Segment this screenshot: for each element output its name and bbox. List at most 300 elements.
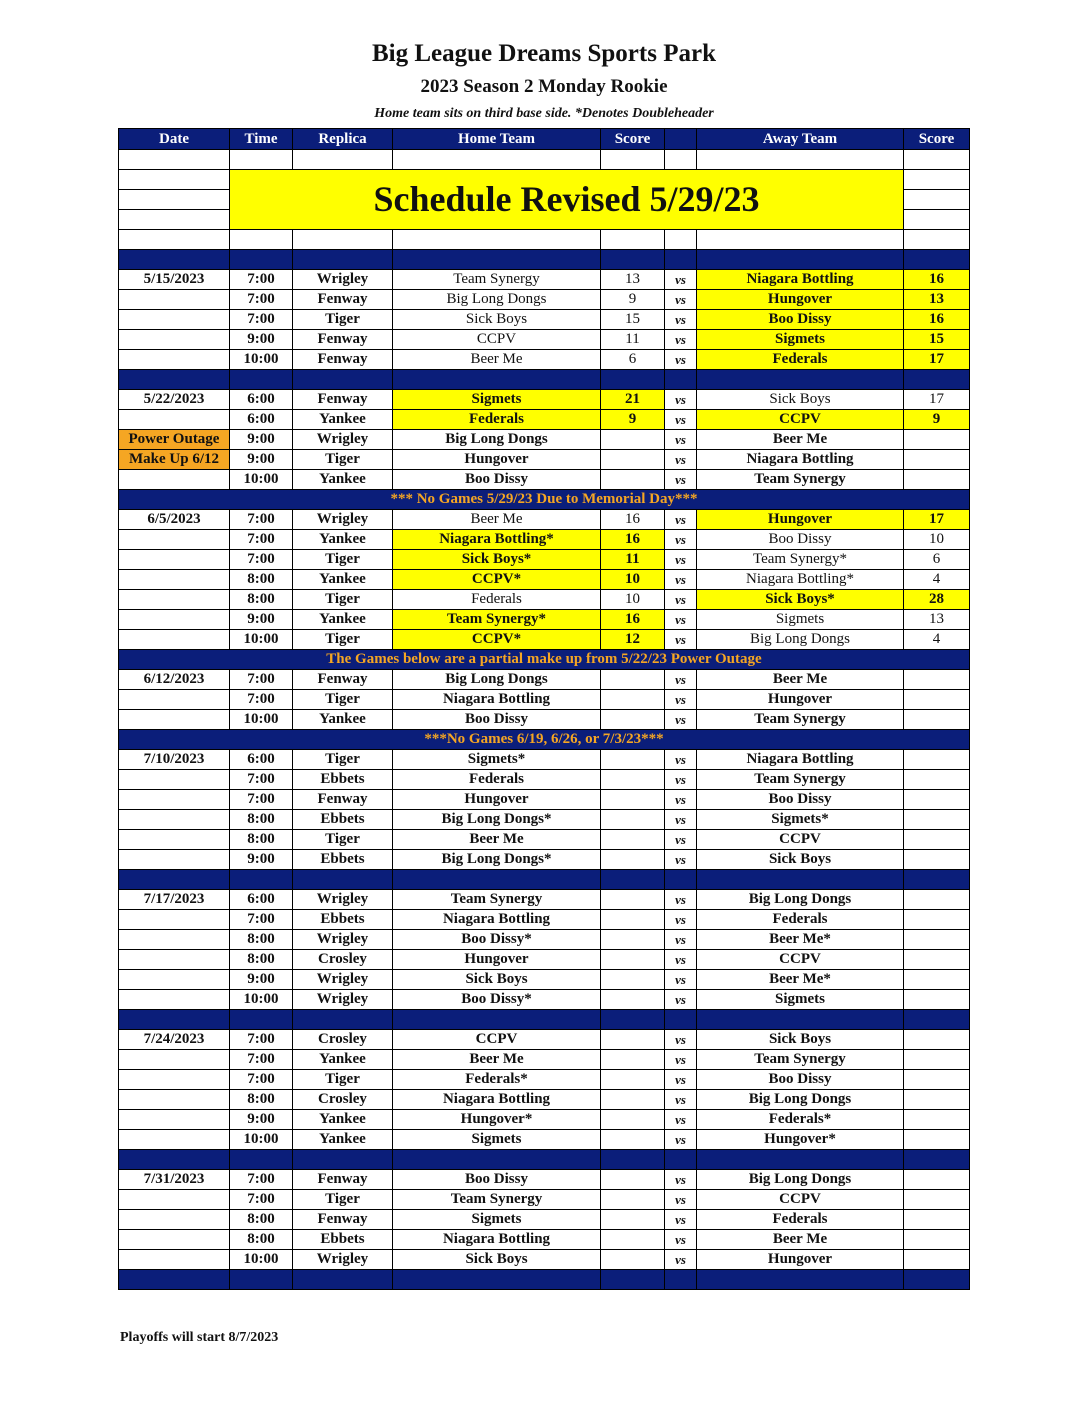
vs-cell: vs bbox=[665, 430, 697, 450]
separator-cell bbox=[293, 1270, 393, 1290]
separator-cell bbox=[904, 250, 970, 270]
date-cell: Power Outage bbox=[119, 430, 230, 450]
away-team-cell: CCPV bbox=[697, 830, 904, 850]
vs-cell: vs bbox=[665, 610, 697, 630]
replica-cell: Fenway bbox=[293, 290, 393, 310]
home-score-cell: 15 bbox=[601, 310, 665, 330]
away-team-cell: Niagara Bottling bbox=[697, 750, 904, 770]
time-cell: 7:00 bbox=[230, 310, 293, 330]
separator-cell bbox=[665, 870, 697, 890]
date-cell bbox=[119, 990, 230, 1010]
header-note: Home team sits on third base side. *Denotes Doubleheader bbox=[374, 106, 714, 121]
game-row bbox=[119, 270, 970, 290]
game-row bbox=[119, 1190, 970, 1210]
home-score-cell bbox=[601, 690, 665, 710]
time-cell: 10:00 bbox=[230, 1130, 293, 1150]
date-cell bbox=[119, 290, 230, 310]
away-score-cell: 17 bbox=[904, 350, 970, 370]
home-team-cell: Federals bbox=[393, 590, 601, 610]
date-cell bbox=[119, 1050, 230, 1070]
replica-cell: Tiger bbox=[293, 550, 393, 570]
away-score-cell: 4 bbox=[904, 570, 970, 590]
home-team-cell: Boo Dissy bbox=[393, 470, 601, 490]
time-cell: 7:00 bbox=[230, 1070, 293, 1090]
replica-cell: Tiger bbox=[293, 1070, 393, 1090]
replica-cell: Crosley bbox=[293, 1030, 393, 1050]
replica-cell: Fenway bbox=[293, 390, 393, 410]
vs-cell: vs bbox=[665, 590, 697, 610]
home-score-cell: 6 bbox=[601, 350, 665, 370]
home-score-cell bbox=[601, 1170, 665, 1190]
away-score-cell bbox=[904, 810, 970, 830]
home-score-cell bbox=[601, 810, 665, 830]
game-row bbox=[119, 850, 970, 870]
away-team-cell: Sigmets bbox=[697, 610, 904, 630]
col-header-replica: Replica bbox=[293, 129, 393, 150]
home-score-cell bbox=[601, 1190, 665, 1210]
home-team-cell: Federals* bbox=[393, 1070, 601, 1090]
game-row bbox=[119, 930, 970, 950]
date-cell bbox=[119, 1090, 230, 1110]
home-score-cell: 9 bbox=[601, 290, 665, 310]
away-score-cell bbox=[904, 1230, 970, 1250]
vs-cell: vs bbox=[665, 1250, 697, 1270]
date-cell: 6/12/2023 bbox=[119, 670, 230, 690]
away-team-cell: Beer Me* bbox=[697, 970, 904, 990]
home-score-cell bbox=[601, 750, 665, 770]
replica-cell: Tiger bbox=[293, 590, 393, 610]
time-cell: 7:00 bbox=[230, 1170, 293, 1190]
vs-cell: vs bbox=[665, 850, 697, 870]
away-team-cell: Team Synergy bbox=[697, 1050, 904, 1070]
replica-cell: Yankee bbox=[293, 1130, 393, 1150]
home-score-cell: 10 bbox=[601, 590, 665, 610]
replica-cell: Wrigley bbox=[293, 970, 393, 990]
home-team-cell: Big Long Dongs bbox=[393, 290, 601, 310]
away-score-cell: 16 bbox=[904, 270, 970, 290]
game-row bbox=[119, 390, 970, 410]
away-team-cell: Beer Me bbox=[697, 670, 904, 690]
game-row bbox=[119, 1210, 970, 1230]
page-title: Big League Dreams Sports Park bbox=[372, 40, 716, 67]
game-row bbox=[119, 970, 970, 990]
away-score-cell bbox=[904, 1090, 970, 1110]
away-team-cell: Sigmets bbox=[697, 990, 904, 1010]
separator-cell bbox=[119, 1150, 230, 1170]
time-cell: 8:00 bbox=[230, 570, 293, 590]
home-score-cell bbox=[601, 850, 665, 870]
separator-cell bbox=[665, 250, 697, 270]
time-cell: 7:00 bbox=[230, 290, 293, 310]
away-team-cell: Sick Boys* bbox=[697, 590, 904, 610]
replica-cell: Tiger bbox=[293, 690, 393, 710]
vs-cell: vs bbox=[665, 510, 697, 530]
separator-cell bbox=[119, 1010, 230, 1030]
game-row bbox=[119, 710, 970, 730]
date-cell bbox=[119, 770, 230, 790]
separator-cell bbox=[601, 870, 665, 890]
home-score-cell bbox=[601, 970, 665, 990]
home-score-cell bbox=[601, 430, 665, 450]
game-row bbox=[119, 1070, 970, 1090]
away-team-cell: Beer Me* bbox=[697, 930, 904, 950]
date-cell bbox=[119, 970, 230, 990]
away-team-cell: Niagara Bottling bbox=[697, 270, 904, 290]
away-score-cell bbox=[904, 710, 970, 730]
home-score-cell bbox=[601, 790, 665, 810]
date-cell bbox=[119, 590, 230, 610]
time-cell: 7:00 bbox=[230, 770, 293, 790]
game-row bbox=[119, 410, 970, 430]
home-team-cell: CCPV* bbox=[393, 630, 601, 650]
separator-cell bbox=[230, 370, 293, 390]
time-cell: 7:00 bbox=[230, 910, 293, 930]
separator-cell bbox=[119, 250, 230, 270]
away-team-cell: CCPV bbox=[697, 1190, 904, 1210]
away-score-cell bbox=[904, 950, 970, 970]
col-header-away-team: Away Team bbox=[697, 129, 904, 150]
home-score-cell: 11 bbox=[601, 330, 665, 350]
game-row bbox=[119, 910, 970, 930]
home-team-cell: Beer Me bbox=[393, 830, 601, 850]
playoffs-note: Playoffs will start 8/7/2023 bbox=[120, 1330, 279, 1345]
away-score-cell bbox=[904, 1030, 970, 1050]
home-score-cell: 10 bbox=[601, 570, 665, 590]
vs-cell: vs bbox=[665, 1230, 697, 1250]
separator-cell bbox=[904, 370, 970, 390]
date-cell bbox=[119, 1130, 230, 1150]
home-team-cell: Big Long Dongs* bbox=[393, 850, 601, 870]
time-cell: 9:00 bbox=[230, 970, 293, 990]
away-score-cell bbox=[904, 690, 970, 710]
away-score-cell bbox=[904, 750, 970, 770]
vs-cell: vs bbox=[665, 1050, 697, 1070]
home-team-cell: Sigmets bbox=[393, 390, 601, 410]
separator-cell bbox=[393, 1270, 601, 1290]
vs-cell: vs bbox=[665, 1110, 697, 1130]
separator-cell bbox=[230, 250, 293, 270]
replica-cell: Wrigley bbox=[293, 890, 393, 910]
away-score-cell bbox=[904, 830, 970, 850]
time-cell: 7:00 bbox=[230, 1190, 293, 1210]
home-team-cell: Sigmets* bbox=[393, 750, 601, 770]
away-team-cell: CCPV bbox=[697, 410, 904, 430]
time-cell: 10:00 bbox=[230, 350, 293, 370]
away-team-cell: Team Synergy* bbox=[697, 550, 904, 570]
home-score-cell: 21 bbox=[601, 390, 665, 410]
page-subtitle: 2023 Season 2 Monday Rookie bbox=[420, 76, 668, 97]
notice-row bbox=[119, 650, 970, 670]
away-score-cell: 28 bbox=[904, 590, 970, 610]
time-cell: 8:00 bbox=[230, 830, 293, 850]
vs-cell: vs bbox=[665, 1170, 697, 1190]
separator-cell bbox=[601, 250, 665, 270]
date-cell bbox=[119, 550, 230, 570]
time-cell: 10:00 bbox=[230, 710, 293, 730]
home-score-cell bbox=[601, 830, 665, 850]
separator-cell bbox=[697, 370, 904, 390]
separator-cell bbox=[697, 870, 904, 890]
notice-row bbox=[119, 490, 970, 510]
away-team-cell: Hungover* bbox=[697, 1130, 904, 1150]
home-team-cell: Federals bbox=[393, 770, 601, 790]
vs-cell: vs bbox=[665, 930, 697, 950]
home-team-cell: Sigmets bbox=[393, 1130, 601, 1150]
replica-cell: Tiger bbox=[293, 630, 393, 650]
separator-cell bbox=[230, 1270, 293, 1290]
away-score-cell: 13 bbox=[904, 610, 970, 630]
time-cell: 8:00 bbox=[230, 1210, 293, 1230]
banner-row bbox=[119, 170, 970, 190]
date-cell bbox=[119, 410, 230, 430]
date-cell bbox=[119, 1230, 230, 1250]
home-score-cell bbox=[601, 930, 665, 950]
replica-cell: Ebbets bbox=[293, 1230, 393, 1250]
vs-cell: vs bbox=[665, 690, 697, 710]
date-cell: 7/10/2023 bbox=[119, 750, 230, 770]
time-cell: 7:00 bbox=[230, 1030, 293, 1050]
away-team-cell: Niagara Bottling bbox=[697, 450, 904, 470]
away-score-cell bbox=[904, 450, 970, 470]
away-team-cell: Team Synergy bbox=[697, 470, 904, 490]
date-cell bbox=[119, 850, 230, 870]
home-team-cell: Hungover bbox=[393, 790, 601, 810]
away-score-cell bbox=[904, 670, 970, 690]
game-row bbox=[119, 950, 970, 970]
home-team-cell: Beer Me bbox=[393, 510, 601, 530]
time-cell: 6:00 bbox=[230, 410, 293, 430]
away-score-cell bbox=[904, 1070, 970, 1090]
home-score-cell bbox=[601, 1230, 665, 1250]
time-cell: 7:00 bbox=[230, 530, 293, 550]
separator-cell bbox=[119, 1270, 230, 1290]
date-cell bbox=[119, 710, 230, 730]
separator-cell bbox=[393, 1010, 601, 1030]
time-cell: 9:00 bbox=[230, 610, 293, 630]
home-team-cell: Sigmets bbox=[393, 1210, 601, 1230]
separator-cell bbox=[393, 370, 601, 390]
away-team-cell: Hungover bbox=[697, 290, 904, 310]
home-score-cell: 13 bbox=[601, 270, 665, 290]
away-score-cell bbox=[904, 930, 970, 950]
separator-row bbox=[119, 1150, 970, 1170]
home-team-cell: Sick Boys bbox=[393, 1250, 601, 1270]
separator-row bbox=[119, 250, 970, 270]
vs-cell: vs bbox=[665, 1210, 697, 1230]
separator-cell bbox=[904, 1150, 970, 1170]
replica-cell: Ebbets bbox=[293, 810, 393, 830]
vs-cell: vs bbox=[665, 410, 697, 430]
time-cell: 8:00 bbox=[230, 1230, 293, 1250]
date-cell: 7/24/2023 bbox=[119, 1030, 230, 1050]
date-cell: 6/5/2023 bbox=[119, 510, 230, 530]
vs-cell: vs bbox=[665, 350, 697, 370]
home-team-cell: Big Long Dongs bbox=[393, 430, 601, 450]
date-cell bbox=[119, 830, 230, 850]
home-team-cell: Beer Me bbox=[393, 1050, 601, 1070]
time-cell: 7:00 bbox=[230, 790, 293, 810]
separator-cell bbox=[119, 870, 230, 890]
separator-row bbox=[119, 1270, 970, 1290]
away-team-cell: Boo Dissy bbox=[697, 1070, 904, 1090]
home-score-cell: 9 bbox=[601, 410, 665, 430]
replica-cell: Tiger bbox=[293, 750, 393, 770]
separator-cell bbox=[601, 370, 665, 390]
separator-cell bbox=[393, 870, 601, 890]
replica-cell: Ebbets bbox=[293, 850, 393, 870]
separator-cell bbox=[393, 250, 601, 270]
vs-cell: vs bbox=[665, 630, 697, 650]
vs-cell: vs bbox=[665, 270, 697, 290]
home-team-cell: Big Long Dongs bbox=[393, 670, 601, 690]
home-score-cell bbox=[601, 1090, 665, 1110]
vs-cell: vs bbox=[665, 990, 697, 1010]
separator-row bbox=[119, 370, 970, 390]
game-row bbox=[119, 610, 970, 630]
separator-cell bbox=[601, 1270, 665, 1290]
away-team-cell: Sick Boys bbox=[697, 390, 904, 410]
away-team-cell: Beer Me bbox=[697, 1230, 904, 1250]
replica-cell: Yankee bbox=[293, 610, 393, 630]
notice-row bbox=[119, 730, 970, 750]
separator-cell bbox=[665, 1150, 697, 1170]
time-cell: 7:00 bbox=[230, 270, 293, 290]
vs-cell: vs bbox=[665, 810, 697, 830]
replica-cell: Yankee bbox=[293, 710, 393, 730]
time-cell: 8:00 bbox=[230, 590, 293, 610]
replica-cell: Yankee bbox=[293, 570, 393, 590]
away-team-cell: Hungover bbox=[697, 1250, 904, 1270]
time-cell: 10:00 bbox=[230, 630, 293, 650]
separator-cell bbox=[293, 370, 393, 390]
separator-cell bbox=[665, 1010, 697, 1030]
replica-cell: Wrigley bbox=[293, 510, 393, 530]
home-score-cell: 12 bbox=[601, 630, 665, 650]
game-row bbox=[119, 670, 970, 690]
away-team-cell: Sick Boys bbox=[697, 1030, 904, 1050]
notice-text: *** No Games 5/29/23 Due to Memorial Day*** bbox=[119, 490, 970, 510]
vs-cell: vs bbox=[665, 310, 697, 330]
date-cell: 5/22/2023 bbox=[119, 390, 230, 410]
replica-cell: Tiger bbox=[293, 450, 393, 470]
time-cell: 7:00 bbox=[230, 510, 293, 530]
replica-cell: Fenway bbox=[293, 790, 393, 810]
game-row bbox=[119, 1250, 970, 1270]
replica-cell: Yankee bbox=[293, 530, 393, 550]
home-team-cell: Hungover* bbox=[393, 1110, 601, 1130]
game-row bbox=[119, 1170, 970, 1190]
vs-cell: vs bbox=[665, 530, 697, 550]
home-team-cell: Boo Dissy bbox=[393, 710, 601, 730]
home-team-cell: Team Synergy bbox=[393, 1190, 601, 1210]
time-cell: 7:00 bbox=[230, 690, 293, 710]
away-score-cell: 16 bbox=[904, 310, 970, 330]
vs-cell: vs bbox=[665, 330, 697, 350]
vs-cell: vs bbox=[665, 790, 697, 810]
game-row bbox=[119, 1090, 970, 1110]
separator-cell bbox=[293, 250, 393, 270]
date-cell bbox=[119, 790, 230, 810]
date-cell bbox=[119, 1190, 230, 1210]
replica-cell: Wrigley bbox=[293, 990, 393, 1010]
date-cell bbox=[119, 1250, 230, 1270]
vs-cell: vs bbox=[665, 910, 697, 930]
away-score-cell: 9 bbox=[904, 410, 970, 430]
home-score-cell bbox=[601, 1030, 665, 1050]
game-row bbox=[119, 790, 970, 810]
replica-cell: Tiger bbox=[293, 830, 393, 850]
home-team-cell: Team Synergy bbox=[393, 270, 601, 290]
vs-cell: vs bbox=[665, 1090, 697, 1110]
away-score-cell: 17 bbox=[904, 510, 970, 530]
home-team-cell: Boo Dissy* bbox=[393, 930, 601, 950]
game-row bbox=[119, 550, 970, 570]
home-score-cell bbox=[601, 1050, 665, 1070]
home-team-cell: Niagara Bottling bbox=[393, 1090, 601, 1110]
away-team-cell: Federals bbox=[697, 1210, 904, 1230]
blank-row bbox=[119, 230, 970, 250]
replica-cell: Yankee bbox=[293, 1050, 393, 1070]
game-row bbox=[119, 350, 970, 370]
col-header-date: Date bbox=[119, 129, 230, 150]
away-team-cell: CCPV bbox=[697, 950, 904, 970]
col-header-home-score: Score bbox=[601, 129, 665, 150]
home-team-cell: CCPV bbox=[393, 330, 601, 350]
date-cell bbox=[119, 570, 230, 590]
separator-cell bbox=[697, 1270, 904, 1290]
game-row bbox=[119, 470, 970, 490]
separator-row bbox=[119, 870, 970, 890]
away-team-cell: Federals bbox=[697, 910, 904, 930]
away-score-cell: 17 bbox=[904, 390, 970, 410]
game-row bbox=[119, 810, 970, 830]
vs-cell: vs bbox=[665, 770, 697, 790]
col-header-time: Time bbox=[230, 129, 293, 150]
date-cell bbox=[119, 470, 230, 490]
replica-cell: Tiger bbox=[293, 1190, 393, 1210]
separator-cell bbox=[904, 1270, 970, 1290]
game-row bbox=[119, 330, 970, 350]
game-row bbox=[119, 510, 970, 530]
time-cell: 9:00 bbox=[230, 1110, 293, 1130]
replica-cell: Fenway bbox=[293, 1210, 393, 1230]
vs-cell: vs bbox=[665, 1030, 697, 1050]
vs-cell: vs bbox=[665, 1190, 697, 1210]
home-team-cell: Niagara Bottling bbox=[393, 690, 601, 710]
time-cell: 9:00 bbox=[230, 850, 293, 870]
away-score-cell bbox=[904, 1050, 970, 1070]
game-row bbox=[119, 1110, 970, 1130]
away-score-cell: 15 bbox=[904, 330, 970, 350]
away-score-cell bbox=[904, 910, 970, 930]
vs-cell: vs bbox=[665, 550, 697, 570]
home-score-cell bbox=[601, 1070, 665, 1090]
date-cell bbox=[119, 1110, 230, 1130]
separator-cell bbox=[119, 370, 230, 390]
home-score-cell: 11 bbox=[601, 550, 665, 570]
date-cell bbox=[119, 610, 230, 630]
away-score-cell bbox=[904, 890, 970, 910]
home-score-cell bbox=[601, 990, 665, 1010]
game-row bbox=[119, 1130, 970, 1150]
game-row bbox=[119, 530, 970, 550]
home-score-cell: 16 bbox=[601, 610, 665, 630]
vs-cell: vs bbox=[665, 670, 697, 690]
home-team-cell: Niagara Bottling bbox=[393, 1230, 601, 1250]
game-row bbox=[119, 570, 970, 590]
vs-cell: vs bbox=[665, 890, 697, 910]
time-cell: 10:00 bbox=[230, 470, 293, 490]
